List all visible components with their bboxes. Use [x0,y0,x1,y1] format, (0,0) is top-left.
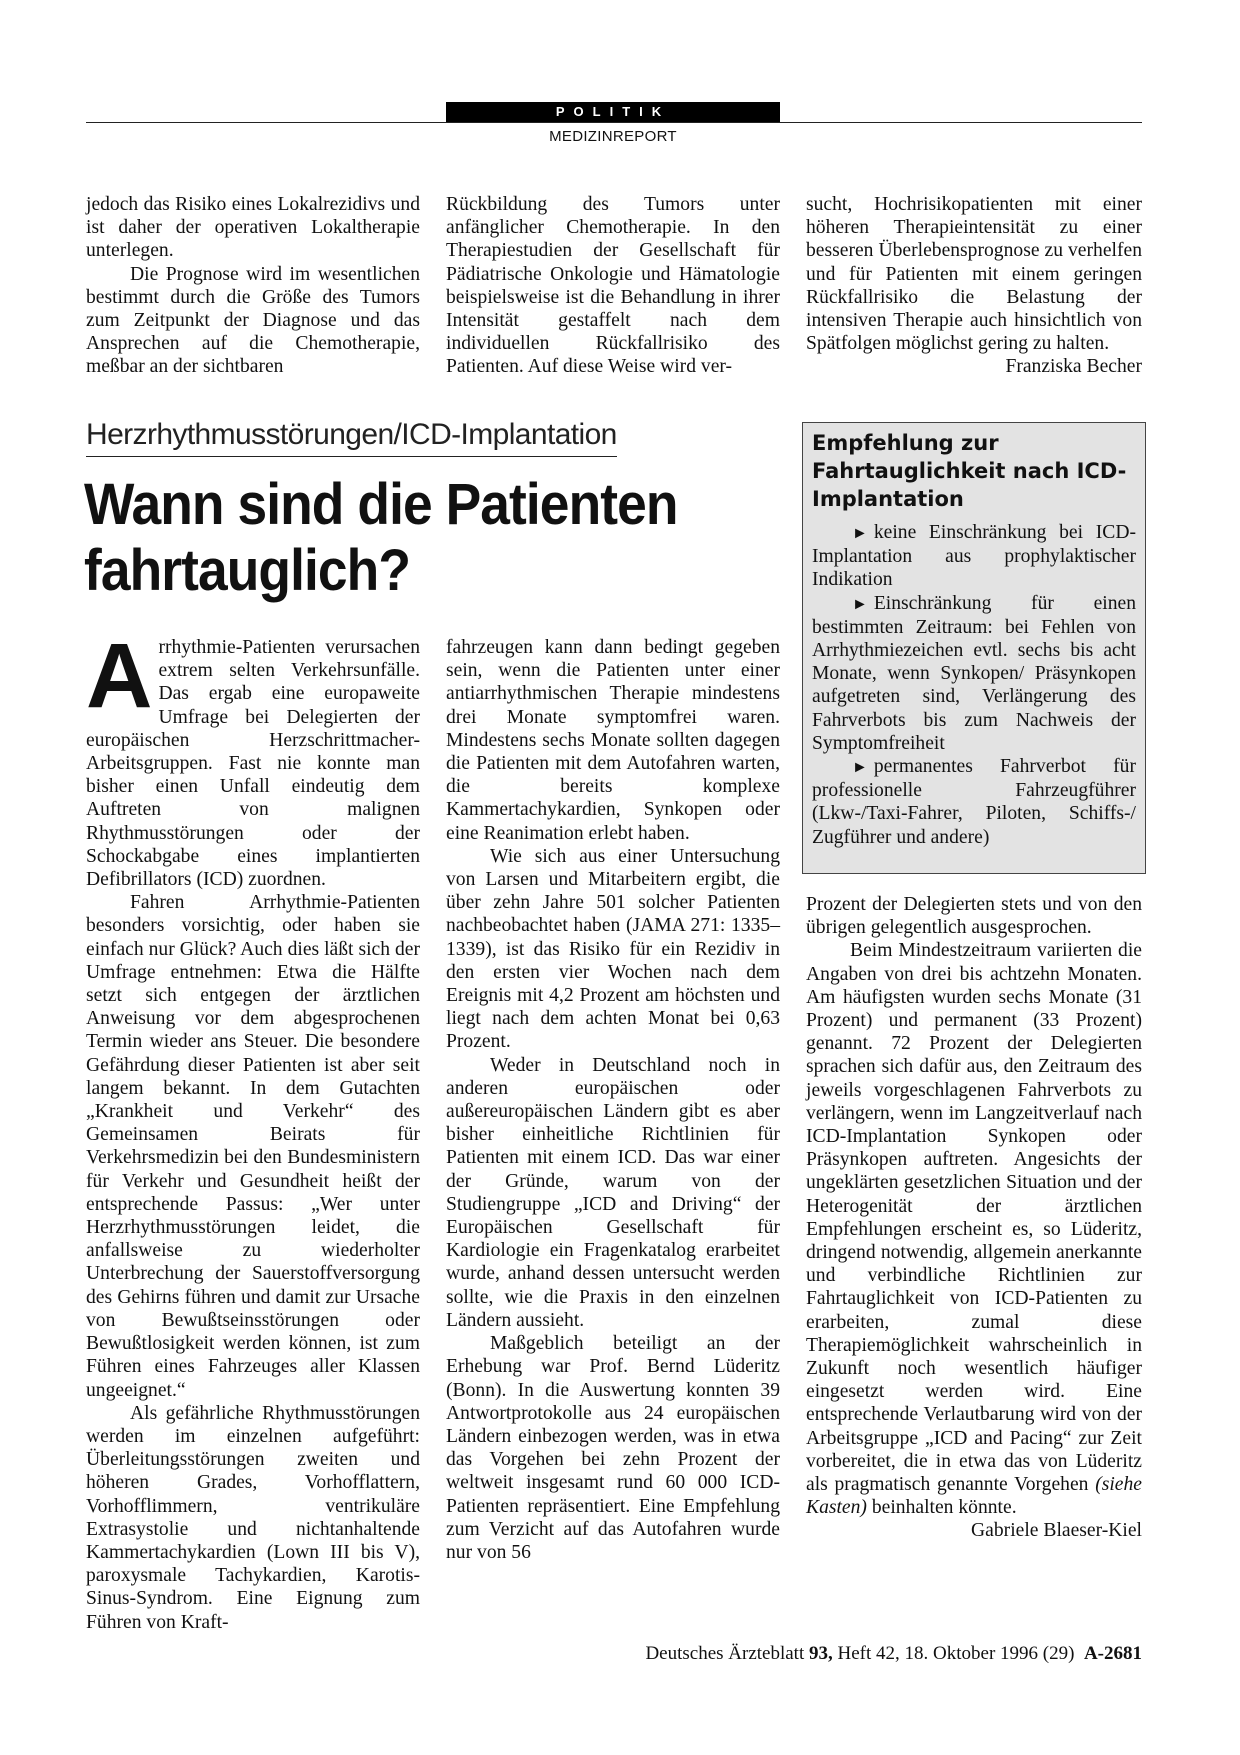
prev-article-column-3 [806,193,1142,379]
page-footer [580,1643,1142,1665]
paragraph [806,193,1142,378]
paragraph: jedoch das Risiko eines Lokalrezidivs und ist daher der operativen Lokaltherapie unterlegen. [86,194,420,262]
article-column-3 [806,893,1142,1543]
author-signature: Gabriele Blaeser-Kiel [971,1520,1142,1542]
paragraph [806,939,1142,1542]
journal-name: Deutsches Ärzteblatt [645,1643,805,1664]
box-item [812,755,1136,849]
box-item [812,521,1136,592]
box-item [812,592,1136,755]
header-rule [86,122,1142,123]
author-signature: Franziska Becher [1005,356,1142,378]
page-number: A-2681 [1083,1643,1142,1664]
paragraph-text: Beim Mindestzeitraum variierten die Angaben von drei bis achtzehn Monaten. Am häufigsten wurden sechs Monate (31 Prozent) und permanent (33 Prozent) genannt. 72 Prozent der Delegierten sprachen sich dafür aus, den Zeitraum des jeweils vorgeschlagenen Fahrverbots zu verlängern, wenn im Langzeitverlauf nach ICD-Implantation Synkopen oder Präsynkopen auftreten. Angesichts der ungeklärten gesetzlichen Situation und der Heterogenität der ärztlichen Empfehlungen erscheint es, so Lüderitz, dringend notwendig, allgemein anerkannte und verbindliche Richtlinien zur Fahrtauglichkeit von ICD-Patienten zu erarbeiten, zumal diese Therapiemöglichkeit wahrscheinlich in Zukunft noch wesentlich häufiger eingesetzt werden wird. Eine entsprechende Verlautbarung wird von der Arbeitsgruppe „ICD and Pacing“ zur Zeit vorbereitet, die in etwa das von Lüderitz als pragmatisch genannte Vorgehen [806,940,1142,1496]
triangle-bullet-icon: ► [852,595,868,613]
box-reference: (siehe Kasten) [806,1474,1142,1519]
paragraph-text: sucht, Hochrisikopatienten mit einer höheren Therapieintensität zu einer besseren Überlebensprognose zu verhelfen und für Patienten mit einem geringen Rückfallrisiko die Belastung der intensiven Therapie auch hinsichtlich von Spätfolgen möglichst gering zu halten. [806,194,1142,355]
paragraph: Rückbildung des Tumors unter anfänglicher Chemotherapie. In den Therapiestudien der Gesellschaft für Pädiatrische Onkologie und Hämatologie beispielsweise ist die Behandlung in ihrer Intensität gestaffelt nach dem individuellen Rückfallrisiko des Patienten. Auf diese Weise wird ver- [446,194,780,378]
paragraph-tail: beinhalten könnte. [871,1497,1017,1519]
article-column-2 [446,636,780,1564]
article-column-1 [86,625,420,1634]
paragraph: Weder in Deutschland noch in anderen europäischen oder außereuropäischen Ländern gibt es aber bisher einheitliche Richtlinien für Patienten mit einem ICD. Das war einer der Gründe, warum von der Studiengruppe „ICD and Driving“ der Europäischen Gesellschaft für Kardiologie ein Fragenkatalog erarbeitet wurde, anhand dessen untersucht werden sollte, wie die Praxis in den einzelnen Ländern aussieht. [446,1054,780,1331]
box-item-text: Einschränkung für einen bestimmten Zeitraum: bei Fehlen von Arrhythmiezeichen evtl. sechs bis acht Monate, wenn Synkopen/ Präsynkopen aufgetreten sind, Verlängerung des Fahrverbots bis zum Nachweis der Symptomfreiheit [812,592,1136,754]
subsection-label: MEDIZINREPORT [549,128,677,145]
paragraph: Fahren Arrhythmie-Patienten besonders vorsichtig, oder haben sie einfach nur Glück? Auch dies läßt sich der Umfrage entnehmen: Etwa die Hälfte setzt sich entgegen der ärztlichen Anweisung vor dem abgesprochenen Termin wieder ans Steuer. Die besondere Gefährdung dieser Patienten ist aber seit langem bekannt. In dem Gutachten „Krankheit und Verkehr“ des Gemeinsamen Beirats für Verkehrsmedizin bei den Bundesministern für Verkehr und Gesundheit heißt der entsprechende Passus: „Wer unter Herzrhythmusstörungen leidet, die anfallsweise zu wiederholter Unterbrechung der Sauerstoffversorgung des Gehirns führen und damit zur Ursache von Bewußtseinsstörungen oder Bewußtlosigkeit werden können, ist zum Führen eines Fahrzeuges aller Klassen ungeeignet.“ [86,892,420,1401]
journal-issue: Heft 42, 18. Oktober 1996 (29) [837,1643,1075,1664]
paragraph: Prozent der Delegierten stets und von den übrigen gelegentlich ausgesprochen. [806,894,1142,939]
paragraph: Maßgeblich beteiligt an der Erhebung war Prof. Bernd Lüderitz (Bonn). In die Auswertung konnten 39 Antwortprotokolle aus 24 europäischen Ländern einbezogen werden, was in etwa das Vorgehen bei zehn Prozent der weltweit insgesamt rund 60 000 ICD-Patienten repräsentiert. Eine Empfehlung zum Verzicht auf das Autofahren wurde nur von 56 [446,1333,780,1563]
prev-article-column-1 [86,193,420,379]
triangle-bullet-icon: ► [852,759,868,777]
article-headline: Wann sind die Patienten fahrtauglich? [84,472,678,603]
journal-volume: 93, [809,1643,833,1664]
article-kicker: Herzrhythmusstörungen/ICD-Implantation [86,418,617,457]
box-title: Empfehlung zur Fahrtauglichkeit nach ICD-Implantation [812,431,1127,511]
triangle-bullet-icon: ► [852,525,868,542]
paragraph: fahrzeugen kann dann bedingt gegeben sein, wenn die Patienten unter einer antiarrhythmischen Therapie mindestens drei Monate symptomfrei waren. Mindestens sechs Monate sollten dagegen die Patienten mit dem Autofahren warten, die bereits komplexe Kammertachykardien, Synkopen oder eine Reanimation erlebt haben. [446,637,780,844]
section-label: POLITIK [446,102,780,122]
recommendation-box [802,422,1146,874]
drop-cap: A [86,625,153,727]
lead-paragraph [86,625,420,891]
box-item-text: permanentes Fahrverbot für professionelle Fahrzeugführer (Lkw-/Taxi-Fahrer, Piloten, Schiffs-/ Zugführer und andere) [812,756,1136,848]
prev-article-column-2 [446,193,780,379]
paragraph: Wie sich aus einer Untersuchung von Larsen und Mitarbeitern ergibt, die über zehn Jahre 501 solcher Patienten nachbeobachtet haben (JAMA 271: 1335–1339), ist das Risiko für ein Rezidiv in den ersten vier Wochen nach dem Ereignis mit 4,2 Prozent am höchsten und liegt nach dem achten Monat bei 0,63 Prozent. [446,845,780,1053]
box-item-text: keine Einschränkung bei ICD-Implantation aus prophylaktischer Indikation [812,522,1136,591]
paragraph-text: rrhythmie-Patienten verursachen extrem selten Verkehrsunfälle. Das ergab eine europaweite Umfrage bei Delegierten der europäischen Herzschrittmacher-Arbeitsgruppen. Fast nie konnte man bisher einen Unfall eindeutig dem Auftreten von malignen Rhythmusstörungen oder der Schockabgabe eines implantierten Defibrillators (ICD) zuordnen. [86,637,420,891]
paragraph: Als gefährliche Rhythmusstörungen werden im einzelnen aufgeführt: Überleitungsstörungen zweiten und höheren Grades, Vorhofflattern, Vorhofflimmern, ventrikuläre Extrasystolie und nichtanhaltende Kammertachykardien (Lown III bis V), paroxysmale Tachykardien, Karotis-Sinus-Syndrom. Eine Eignung zum Führen von Kraft- [86,1402,420,1633]
paragraph: Die Prognose wird im wesentlichen bestimmt durch die Größe des Tumors zum Zeitpunkt der Diagnose und das Ansprechen auf die Chemotherapie, meßbar an der sichtbaren [86,263,420,378]
